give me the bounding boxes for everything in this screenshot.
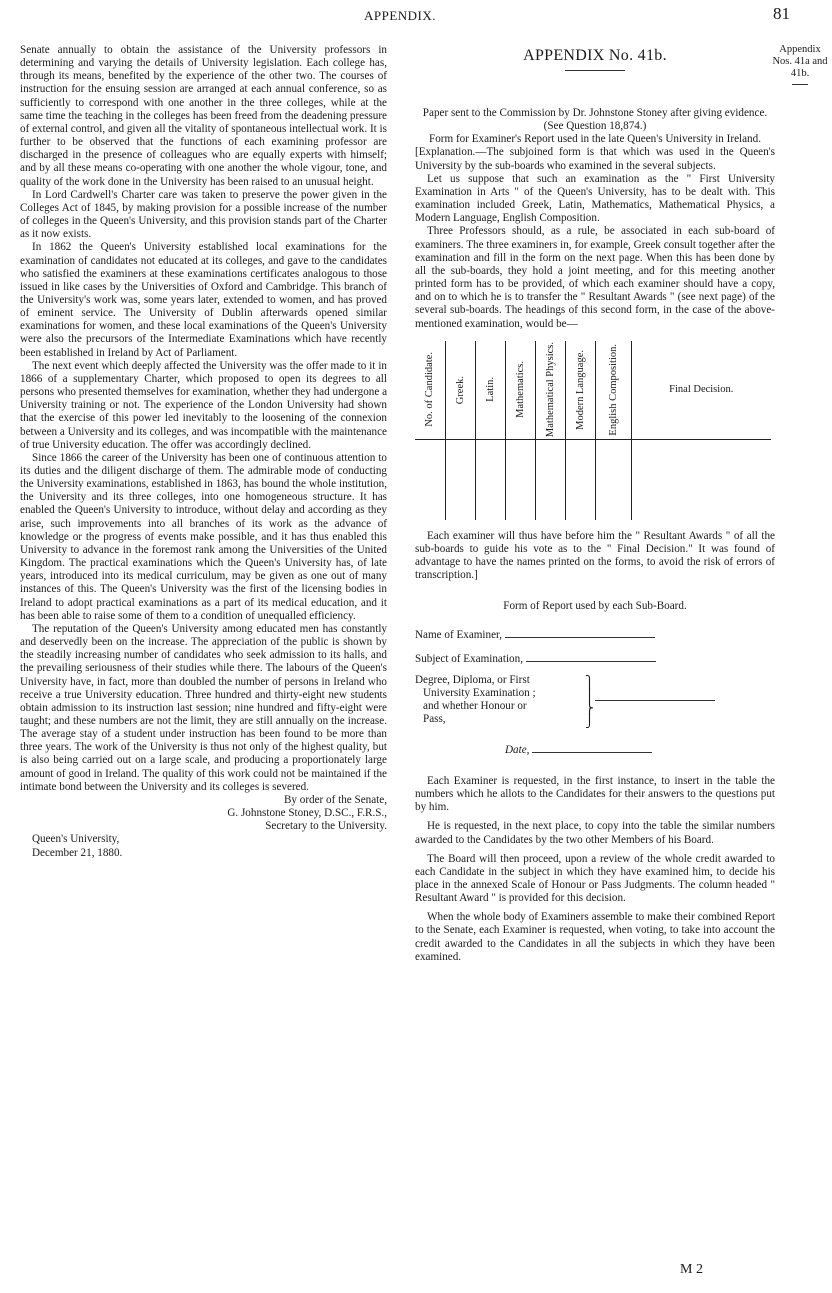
- paragraph: Since 1866 the career of the University has been one of continuous attention to its duties and the diligent discharge of them. The admirable mode of conducting the University examinations, established in 1863, has bound the whole institution, the University and its three colleges, into one homogeneous structure. It has enabled the Queen's University to introduce, without delay and according as they arise, such improvements into all branches of its work as the advance of knowledge or the progress of events make possible, and it has thus enabled this University to advance in the foremost rank among the Universities of the United Kingdom. The practical examinations which the Queen's University has, of late years, introduced into its medical curriculum, may be given as one out of many instances of this. The Queen's University was the first of the licensing bodies in Ireland to adopt practical examinations as a part of its medical education, and it has been able to raise some of them to a condition of unequalled efficiency.: [20, 451, 387, 622]
- margin-note-rule: [792, 84, 808, 85]
- paragraph: In Lord Cardwell's Charter care was taken to preserve the power given in the Colleges Act of 1845, by making provision for a possible increase of the number of colleges in the Queen's University, and this provision stands part of the Charter as it now exists.: [20, 188, 387, 241]
- column-header-final-decision: Final Decision.: [631, 341, 771, 440]
- table-cell: [415, 439, 445, 520]
- left-column: [20, 44, 387, 860]
- right-column: [415, 44, 775, 964]
- margin-note: [768, 44, 832, 89]
- field-degree: Degree, Diploma, or First University Examination ; and whether Honour or Pass, ⎫ ⎪ ⎬ ⎭: [415, 674, 775, 734]
- field-name-of-examiner: Name of Examiner,: [415, 629, 775, 642]
- column-header: Greek.: [445, 341, 475, 440]
- signature-role: Secretary to the University.: [265, 820, 387, 833]
- title-rule: [565, 70, 625, 71]
- table-cell: [505, 439, 535, 520]
- paragraph: In 1862 the Queen's University established local examinations for the examination of candidates not educated at its colleges, and gave to the candidates who satisfied the examiners at these examinations certificates analogous to those issued in like cases by the Universities of Oxford and Cambridge. This branch of the University's work was, some years later, extended to women, and has proved of eminent service. The University of Dublin afterwards opened similar examinations for women, and these local examinations of the Queen's University were also the precursors of the Intermediate Examinations which have recently been established in Ireland by Act of Parliament.: [20, 241, 387, 359]
- paper-title: Paper sent to the Commission by Dr. Johnstone Stoney after giving evidence. (See Question 18,874.): [422, 107, 768, 133]
- appendix-title: APPENDIX No. 41b.: [523, 47, 667, 64]
- column-header: Mathematical Physics.: [535, 341, 565, 440]
- signature-line: By order of the Senate,: [283, 793, 387, 806]
- running-title: APPENDIX.: [363, 8, 437, 23]
- column-header: English Composition.: [595, 341, 631, 440]
- paragraph: The next event which deeply affected the University was the offer made to it in 1866 of a supplementary Charter, which proposed to open its degrees to all persons who presented themselves for examination, whether they had undergone a University training or not. The experience of the London University had shown that the exercise of this power led inevitably to the loosening of the connexion between a University and its colleges, and was incompatible with the maintenance of true University education. The offer was accordingly declined.: [20, 359, 388, 451]
- paragraph: The reputation of the Queen's University among educated men has constantly and deservedly been on the increase. The appreciation of the public is shown by the steadily increasing number of candidates who seek admission to its halls, and the prevailing seriousness of their studies while there. The labours of the Queen's University have, in fact, more than doubled the number of persons in Ireland who receive a true University education. Three hundred and thirty-eight new students obtain admission to its instruction last session; nine hundred and fifty-eight were taught; and these numbers are not the limit, they are still annually on the increase. The average stay of a student under instruction has been found to be more than three years. The work of the University is thus not only of the highest quality, but is also being carried out on a large scale, and producing a proportionately large amount of good in Ireland. The quality of this work could not be maintained if the intimate bond between the University and its colleges is severed.: [20, 622, 387, 793]
- margin-note-line: Appendix: [779, 44, 821, 55]
- headings-table: [415, 341, 771, 520]
- form-title: Form for Examiner's Report used in the late Queen's University in Ireland.: [429, 133, 761, 146]
- running-header: [0, 4, 800, 28]
- page-number: 81: [773, 4, 790, 23]
- form2-title: Form of Report used by each Sub-Board.: [503, 600, 687, 613]
- instruction-paragraph: The Board will then proceed, upon a review of the whole credit awarded to each Candidate in the subject in which they have examined him, to decide his place in the annexed Scale of Honour or Pass Judgments. The column headed " Resultant Award " is provided for this decision.: [415, 852, 775, 905]
- explanation-paragraph: Three Professors should, as a rule, be associated in each sub-board of examiners. The three examiners in, for example, Greek consult together after the examination and fill in the form on the next page. When this has been done by all the sub-boards, they hold a joint meeting, and for this meeting another printed form has to be provided, of which each examiner should have a copy, and on to which he is to transfer the " Resultant Awards " (see next page) of the several sub-boards. The headings of this second form, in the case of the above-mentioned examination, would be—: [415, 225, 775, 330]
- column-header: Modern Language.: [565, 341, 595, 440]
- signature-name: G. Johnstone Stoney, D.SC., F.R.S.,: [227, 807, 387, 820]
- explanation-paragraph: [Explanation.—The subjoined form is that which was used in the Queen's University by the sub-boards who examined in the several subjects.: [415, 146, 775, 172]
- field-date: Date,: [415, 744, 775, 757]
- explanation-paragraph: Each examiner will thus have before him the " Resultant Awards " of all the sub-boards to guide his vote as to the " Final Decision." It was found of advantage to have the names printed on the forms, to avoid the risk of errors of transcription.]: [415, 529, 775, 582]
- column-header: Latin.: [475, 341, 505, 440]
- column-header: No. of Candidate.: [415, 341, 445, 440]
- place-line: Queen's University,: [32, 833, 120, 846]
- table-cell: [565, 439, 595, 520]
- margin-note-line: 41b.: [790, 68, 810, 79]
- table-cell: [475, 439, 505, 520]
- table-cell: [631, 439, 771, 520]
- margin-note-line: Nos. 41a and: [772, 56, 828, 67]
- date-line: December 21, 1880.: [32, 846, 123, 859]
- paragraph: Senate annually to obtain the assistance of the University professors in determining and varying the details of University legislation. Each college has, through its means, benefited by the experience of the other two. The courses of instruction for the ensuing session are arranged at each annual conference, so as sufficiently to correspond with one another in the three colleges, while at the same time the teaching in the colleges has been freed from the deadening pressure of external control, and given all the vitality of spontaneous intellectual work. It is further to be observed that the functions of each examining professor are discharged in the presence of colleagues who are equally experts with himself; and by all these means co-operating with one another the whole vigour, tone, and quality of the work done in the University has been raised to an unusual height.: [20, 44, 387, 188]
- instruction-paragraph: When the whole body of Examiners assemble to make their combined Report to the Senate, each Examiner is requested, when voting, to take into account the credit awarded to the Candidates in all the subjects in which they have been examined.: [415, 911, 775, 963]
- signature-mark: M 2: [680, 1262, 703, 1277]
- table-cell: [445, 439, 475, 520]
- instruction-paragraph: Each Examiner is requested, in the first instance, to insert in the table the numbers which he allots to the Candidates for their answers to the questions put by him.: [415, 774, 775, 814]
- field-subject: Subject of Examination,: [415, 653, 775, 666]
- column-header: Mathematics.: [505, 341, 535, 440]
- table-cell: [595, 439, 631, 520]
- instruction-paragraph: He is requested, in the next place, to copy into the table the similar numbers awarded to the Candidates by the two other Members of his Board.: [415, 820, 775, 846]
- table-cell: [535, 439, 565, 520]
- explanation-paragraph: Let us suppose that such an examination as the " First University Examination in Arts " of the Queen's University, has to be dealt with. This examination included Greek, Latin, Mathematics, Mathematical Physics, a Modern Language, English Composition.: [415, 172, 775, 225]
